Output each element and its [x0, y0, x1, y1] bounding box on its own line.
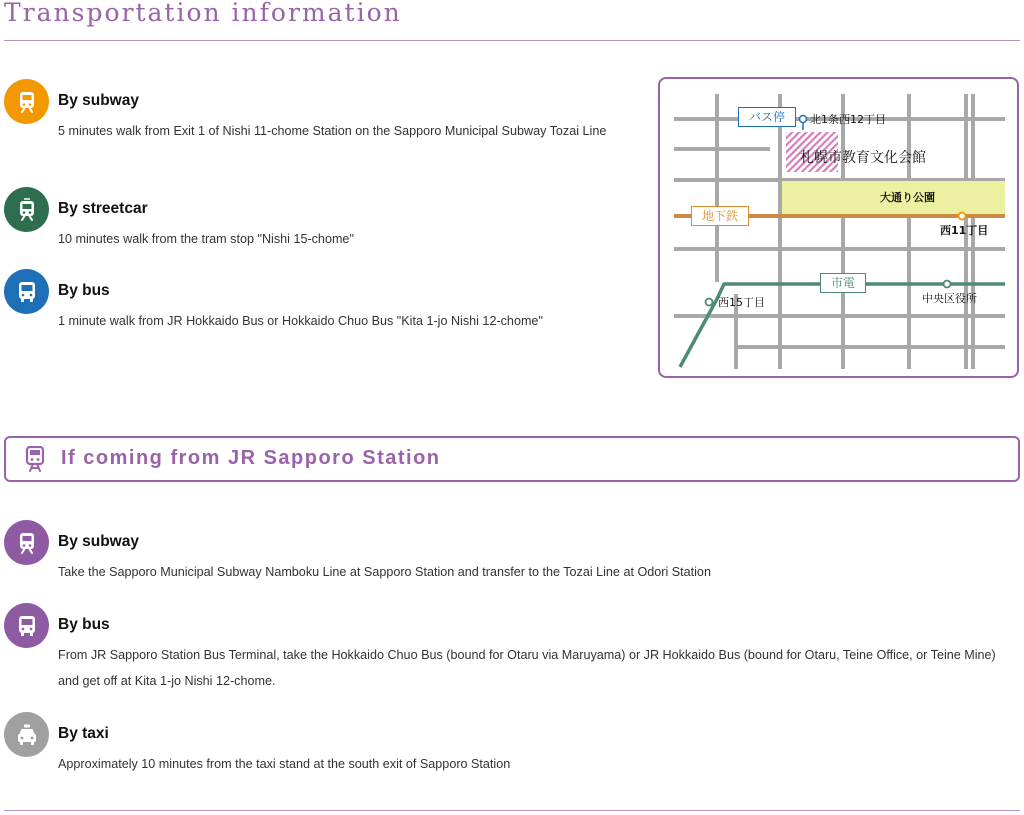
from-station-bus: [4, 603, 1020, 695]
route-title: By bus: [58, 616, 110, 633]
route-title: By streetcar: [58, 200, 148, 217]
page-title: Transportation information: [4, 0, 402, 27]
venue-label: 札幌市教育文化会館: [800, 150, 926, 166]
tram-stop-west-label: 西15丁目: [718, 296, 765, 309]
section-header-jr-sapporo: [4, 436, 1020, 482]
subway-icon: [4, 79, 49, 124]
bus-icon: [4, 603, 49, 648]
subway-icon: [4, 520, 49, 565]
route-description: From JR Sapporo Station Bus Terminal, take the Hokkaido Chuo Bus (bound for Otaru via Maruyama) or JR Hokkaido Bus (bound for Otaru, Teine Office, or Teine Mine) and get off at Kita 1-jo Nishi 12-chome.: [58, 648, 996, 688]
from-station-taxi: [4, 712, 1020, 782]
route-title: By subway: [58, 92, 139, 109]
bus-stop-name: 北1条西12丁目: [810, 113, 886, 126]
route-description: 10 minutes walk from the tram stop "Nishi 15-chome": [58, 232, 354, 246]
route-description: Approximately 10 minutes from the taxi stand at the south exit of Sapporo Station: [58, 757, 511, 771]
access-streetcar: [4, 187, 644, 257]
section-title: If coming from JR Sapporo Station: [61, 447, 441, 469]
train-icon: [23, 446, 47, 472]
route-title: By bus: [58, 282, 110, 299]
taxi-icon: [4, 712, 49, 757]
bus-stop-tag: バス停: [738, 107, 796, 127]
route-description: Take the Sapporo Municipal Subway Namboku Line at Sapporo Station and transfer to the Tozai Line at Odori Station: [58, 565, 711, 579]
from-station-subway: [4, 520, 1020, 590]
access-bus: [4, 269, 644, 339]
subway-tag: 地下鉄: [691, 206, 749, 226]
route-title: By subway: [58, 533, 139, 550]
park-label: 大通り公園: [880, 191, 935, 204]
access-subway: [4, 79, 644, 169]
route-description: 5 minutes walk from Exit 1 of Nishi 11-chome Station on the Sapporo Municipal Subway Tozai Line: [58, 124, 607, 138]
bus-icon: [4, 269, 49, 314]
route-title: By taxi: [58, 725, 109, 742]
streetcar-icon: [4, 187, 49, 232]
bottom-divider: [4, 810, 1020, 811]
tram-stop-east-label: 中央区役所: [922, 292, 977, 305]
tram-tag: 市電: [820, 273, 866, 293]
title-divider: [4, 40, 1020, 41]
subway-station-label: 西11丁目: [940, 224, 989, 237]
access-map: [658, 77, 1019, 378]
route-description: 1 minute walk from JR Hokkaido Bus or Hokkaido Chuo Bus "Kita 1-jo Nishi 12-chome": [58, 314, 543, 328]
